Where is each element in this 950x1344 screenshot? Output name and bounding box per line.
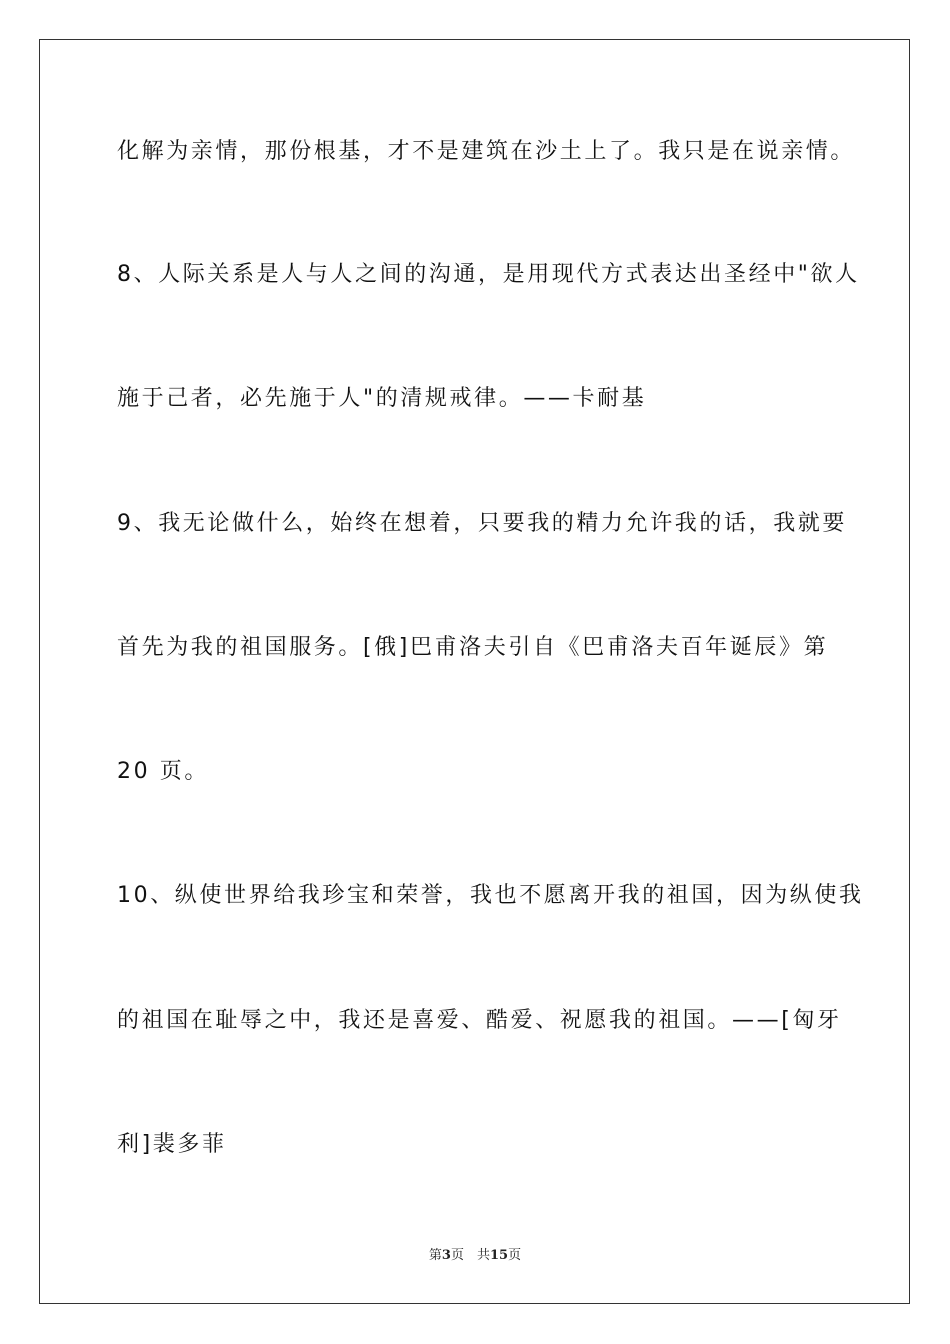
footer-suffix: 页	[508, 1248, 522, 1263]
footer-prefix: 第	[428, 1248, 442, 1263]
text-line-9: 利]裴多菲	[117, 1132, 227, 1157]
text-line-5: 首先为我的祖国服务。[俄]巴甫洛夫引自《巴甫洛夫百年诞辰》第	[117, 635, 829, 660]
text-line-7: 10、纵使世界给我珍宝和荣誉，我也不愿离开我的祖国，因为纵使我	[117, 883, 864, 908]
text-line-6: 20 页。	[117, 759, 209, 784]
text-line-8: 的祖国在耻辱之中，我还是喜爱、酷爱、祝愿我的祖国。——[匈牙	[117, 1008, 842, 1033]
page-footer	[0, 1247, 950, 1265]
current-page-number: 3	[441, 1248, 451, 1263]
text-line-2: 8、人际关系是人与人之间的沟通，是用现代方式表达出圣经中"欲人	[117, 262, 860, 287]
footer-middle: 页 共	[450, 1248, 490, 1263]
total-pages-number: 15	[489, 1248, 509, 1263]
text-line-3: 施于己者，必先施于人"的清规戒律。——卡耐基	[117, 386, 647, 411]
page-border	[39, 39, 910, 1304]
text-line-1: 化解为亲情，那份根基，才不是建筑在沙土上了。我只是在说亲情。	[117, 139, 856, 164]
text-line-4: 9、我无论做什么，始终在想着，只要我的精力允许我的话，我就要	[117, 511, 847, 536]
